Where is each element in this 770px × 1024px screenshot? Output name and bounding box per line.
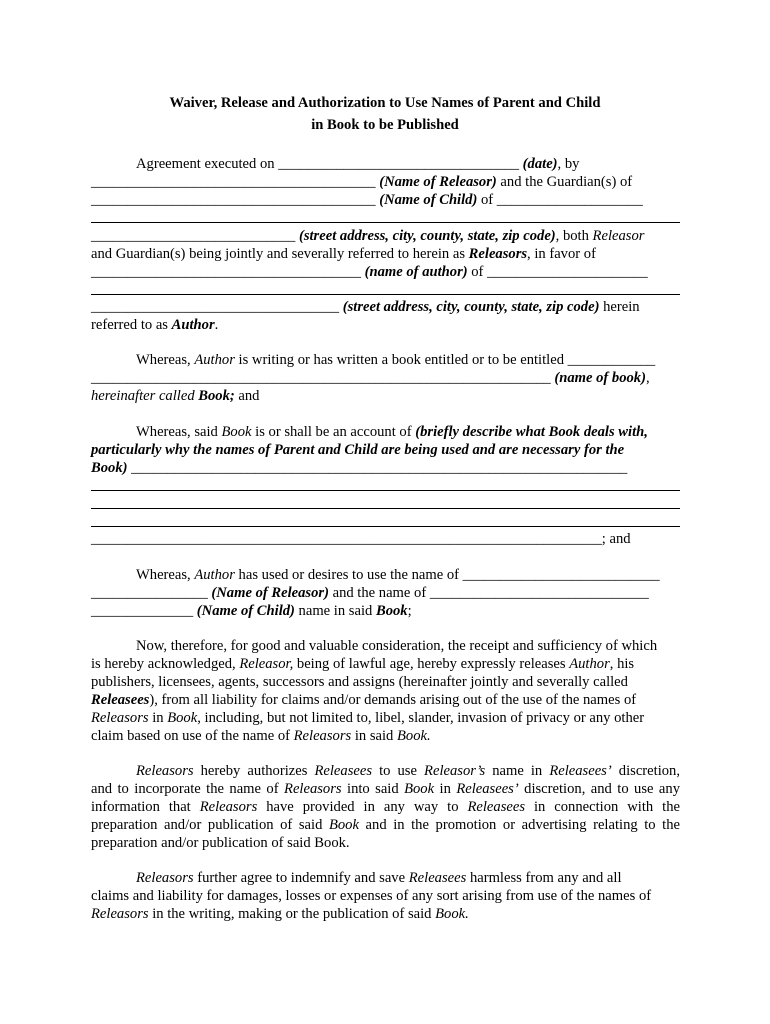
- date-blank[interactable]: _________________________________: [278, 156, 520, 172]
- whereas-account-line-end: ______________________________________________________________________; and: [91, 531, 631, 547]
- book-title-blank-start[interactable]: ____________: [567, 352, 656, 368]
- whereas-account-line-3: Book) ____________________________________________________________________: [91, 460, 628, 476]
- release-line-5: Releasors in Book, including, but not limited to, libel, slander, invasion of privacy or any other: [91, 710, 645, 726]
- book-description-line-1[interactable]: [91, 490, 680, 491]
- authorization-line-4: preparation and/or publication of said Book and in the promotion or advertising relating to the: [91, 817, 681, 833]
- authorization-line-2: and to incorporate the name of Releasors into said Book in Releasees’ discretion, and to use any: [91, 781, 680, 797]
- release-line-2: is hereby acknowledged, Releasor, being of lawful age, hereby expressly releases Author, his: [91, 656, 635, 672]
- authorization-line-3: information that Releasors have provided in any way to Releasees in connection with the: [91, 799, 680, 815]
- authorization-line-1: Releasors hereby authorizes Releasees to use Releasor’s name in Releasees’ discretion,: [136, 763, 680, 779]
- releasor-name-blank[interactable]: _______________________________________: [91, 174, 376, 190]
- book-description-blank-end[interactable]: ______________________________________________________________________: [91, 531, 602, 547]
- agreement-line-3: _______________________________________ (Name of Child) of ____________________: [91, 192, 643, 208]
- release-line-4: Releasees), from all liability for claims and/or demands arising out of the use of the names of: [91, 692, 637, 708]
- child-name-blank[interactable]: _______________________________________: [91, 192, 376, 208]
- whereas-account-line-1: Whereas, said Book is or shall be an account of (briefly describe what Book deals with,: [136, 424, 648, 440]
- book-description-line-2[interactable]: [91, 508, 680, 509]
- address-blank[interactable]: ____________________________: [91, 228, 296, 244]
- whereas-names-line-2: ________________ (Name of Releasor) and the name of ______________________________: [91, 585, 649, 601]
- agreement-line-5: and Guardian(s) being jointly and severally referred to herein as Releasors, in favor of: [91, 246, 596, 262]
- whereas-names-line-1: Whereas, Author has used or desires to use the name of ___________________________: [136, 567, 660, 583]
- agreement-line-4: ____________________________ (street address, city, county, state, zip code), both Releasor: [91, 228, 645, 244]
- book-description-line-3[interactable]: [91, 526, 680, 527]
- release-line-6: claim based on use of the name of Releasors in said Book.: [91, 728, 431, 744]
- whereas-account-line-2: particularly why the names of Parent and Child are being used and are necessary for the: [91, 442, 625, 458]
- authorization-line-5: preparation and/or publication of said Book.: [91, 835, 350, 851]
- releasor-use-blank[interactable]: ________________: [91, 585, 208, 601]
- author-street-blank[interactable]: __________________________________: [91, 299, 340, 315]
- document-title-line-1: Waiver, Release and Authorization to Use Names of Parent and Child: [169, 95, 601, 111]
- child-address-blank[interactable]: ____________________: [496, 192, 643, 208]
- release-line-1: Now, therefore, for good and valuable consideration, the receipt and sufficiency of which: [136, 638, 658, 654]
- whereas-book-line-1: Whereas, Author is writing or has written a book entitled or to be entitled ____________: [136, 352, 656, 368]
- agreement-line-1: Agreement executed on _________________________________ (date), by: [136, 156, 580, 172]
- agreement-line-8: referred to as Author.: [91, 317, 219, 333]
- indemnify-line-1: Releasors further agree to indemnify and save Releasees harmless from any and all: [136, 870, 622, 886]
- child-use-blank-start[interactable]: ______________________________: [429, 585, 649, 601]
- document-title-line-2: in Book to be Published: [311, 117, 459, 133]
- author-address-blank-line[interactable]: [91, 294, 680, 295]
- releasor-use-blank-start[interactable]: ___________________________: [462, 567, 660, 583]
- author-address-blank[interactable]: ______________________: [487, 264, 648, 280]
- whereas-names-line-3: ______________ (Name of Child) name in said Book;: [91, 603, 412, 619]
- author-name-blank[interactable]: _____________________________________: [91, 264, 361, 280]
- whereas-book-line-3: hereinafter called Book; and: [91, 388, 260, 404]
- whereas-book-line-2: _______________________________________________________________ (name of book),: [91, 370, 650, 386]
- indemnify-line-3: Releasors in the writing, making or the publication of said Book.: [91, 906, 469, 922]
- book-title-blank[interactable]: _______________________________________________________________: [91, 370, 551, 386]
- agreement-line-2: _______________________________________ (Name of Releasor) and the Guardian(s) of: [91, 174, 633, 190]
- book-description-blank[interactable]: ____________________________________________________________________: [127, 460, 628, 476]
- child-use-blank[interactable]: ______________: [91, 603, 194, 619]
- release-line-3: publishers, licensees, agents, successors and assigns (hereinafter jointly and severally called: [91, 674, 628, 690]
- agreement-line-7: __________________________________ (street address, city, county, state, zip code) herein: [91, 299, 640, 315]
- agreement-line-6: _____________________________________ (name of author) of ______________________: [91, 264, 648, 280]
- address-blank-line[interactable]: [91, 222, 680, 223]
- indemnify-line-2: claims and liability for damages, losses or expenses of any sort arising from use of the names of: [91, 888, 652, 904]
